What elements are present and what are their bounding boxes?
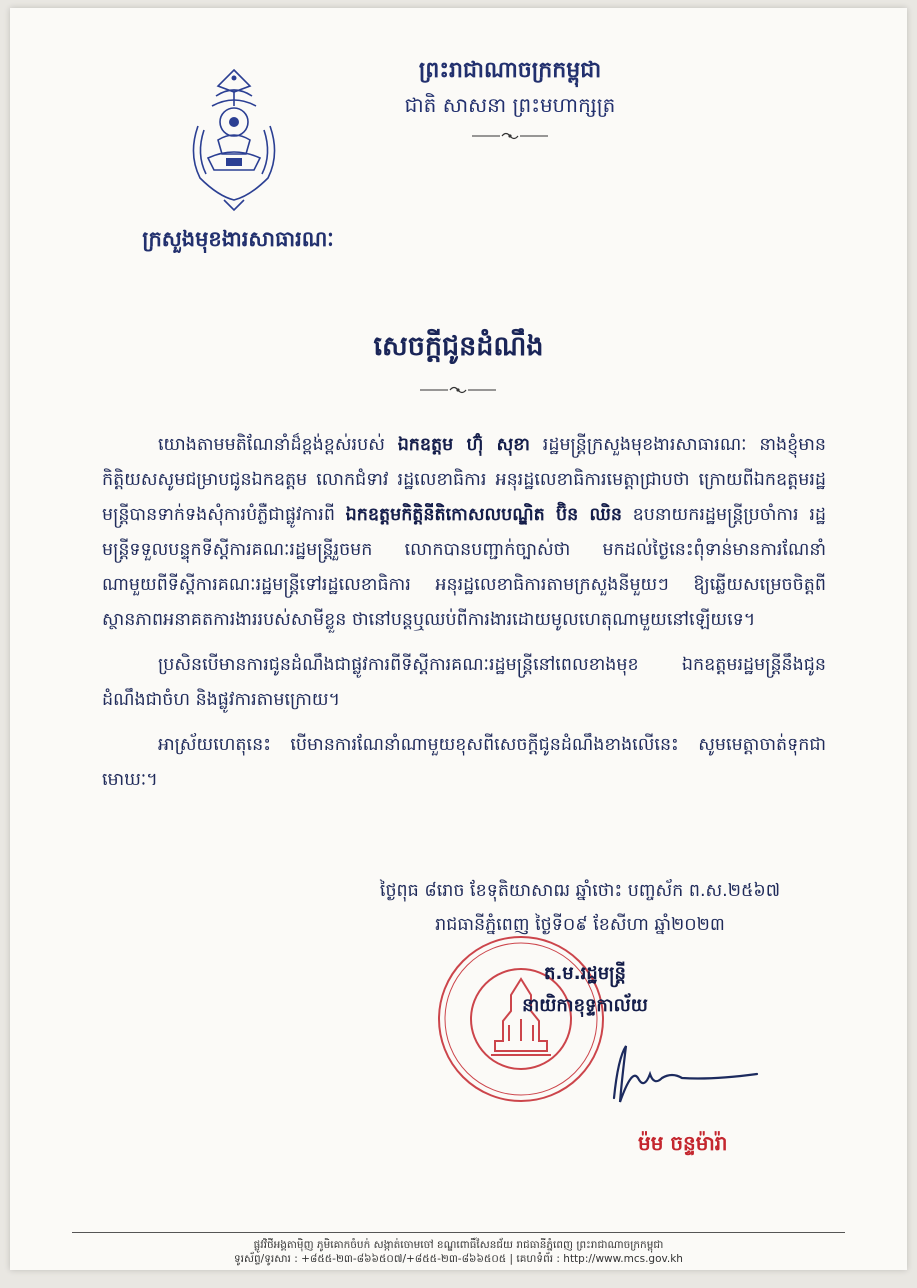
footer-address: ផ្លូវវិថីអង្គតាម៉ិញ ភូមិគោកចំបក់ សង្កាត់ចោមចៅ ខណ្ឌពោធិ៍សែនជ័យ រាជធានីភ្នំពេញ ព្រះរាជាណាចក្រកម្ពុជា — [253, 1239, 664, 1251]
footer-divider — [72, 1232, 845, 1233]
document-body — [102, 428, 826, 808]
minister-name: ឯកឧត្តម ហ៊ុំ សុខា — [397, 435, 530, 455]
deputy-pm-name: ឯកឧត្តមកិត្តិនីតិកោសលបណ្ឌិត ប៊ិន ឈិន — [345, 505, 622, 525]
kingdom-name: ព្រះរាជាណាចក្រកម្ពុជា — [418, 58, 602, 83]
paragraph-1-text-b: រដ្ឋមន្ត្រីក្រសួងមុខងារសាធារណៈ នាងខ្ញុំមានកិត្តិយសសូមជម្រាបជូនឯកឧត្តម លោកជំទាវ រដ្ឋលេខាធិការ អនុរដ្ឋលេខាធិការមេត្តាជ្រាបថា ក្រោយពីឯកឧត្តមរដ្ឋមន្ត្រីបានទាក់ទងសុំការបំភ្លឺជាផ្លូវការពី — [102, 435, 827, 525]
paragraph-1-text-a: យោងតាមមតិណែនាំដ៏ខ្ពង់ខ្ពស់របស់ — [158, 435, 398, 455]
ministry-emblem-icon — [178, 66, 290, 216]
signer-family-name: ម៉ម — [638, 1131, 664, 1155]
on-behalf-label: ត.ម.រដ្ឋមន្ត្រី — [544, 963, 626, 984]
header-ornament-icon — [470, 130, 550, 142]
lunar-date: ថ្ងៃពុធ ៨រោច ខែទុតិយាសាឍ ឆ្នាំថោះ បញ្ចស័ក ព.ស.២៥៦៧ — [379, 881, 781, 901]
signer-name — [638, 1130, 798, 1160]
signature-title — [465, 958, 705, 1022]
paragraph-2: ប្រសិនបើមានការជូនដំណឹងជាផ្លូវការពីទីស្តីការគណៈរដ្ឋមន្ត្រីនៅពេលខាងមុខ ឯកឧត្តមរដ្ឋមន្ត្រីនឹងជូនដំណឹងជាចំហ និងផ្លូវការតាមក្រោយ។ — [102, 655, 826, 710]
document-page — [10, 8, 907, 1270]
signer-position: នាយិកាខុទ្ទកាល័យ — [522, 995, 648, 1016]
date-block — [370, 874, 790, 942]
title-ornament-icon — [418, 384, 498, 396]
footer-contact: ទូរស័ព្ទ/ទូរសារ : +៨៥៥-២៣-៨៦៦៥០៧/+៨៥៥-២៣-៨៦៦៥០៥ | គេហទំព័រ : http://www.mcs.gov.kh — [234, 1253, 683, 1265]
paragraph-1 — [102, 428, 826, 638]
document-title: សេចក្តីជូនដំណឹង — [373, 331, 544, 362]
footer — [10, 1238, 907, 1266]
paragraph-3: អាស្រ័យហេតុនេះ បើមានការណែនាំណាមួយខុសពីសេចក្តីជូនដំណឹងខាងលើនេះ សូមមេត្តាចាត់ទុកជាមោឃៈ។ — [102, 735, 826, 790]
ministry-name: ក្រសួងមុខងារសាធារណៈ — [142, 227, 334, 251]
signer-given-name: ចន្ទម៉ារ៉ា — [670, 1131, 728, 1155]
handwritten-signature-icon — [592, 1038, 762, 1110]
paragraph-1-text-c: ឧបនាយករដ្ឋមន្ត្រីប្រចាំការ រដ្ឋមន្ត្រីទទួលបន្ទុកទីស្តីការគណៈរដ្ឋមន្ត្រីរួចមក លោកបានបញ្ជាក់ច្បាស់ថា មកដល់ថ្ងៃនេះពុំទាន់មានការណែនាំណាមួយពីទីស្តីការគណៈរដ្ឋមន្ត្រីទៅរដ្ឋលេខាធិការ អនុរដ្ឋលេខាធិការតាមក្រសួងនីមួយៗ ឱ្យឆ្លើយសម្រេចចិត្តពីស្ថានភាពអនាគតការងាររបស់សាមីខ្លួន ថានៅបន្តឬឈប់ពីការងារដោយមូលហេតុណាមួយនៅឡើយទេ។ — [102, 505, 826, 630]
solar-date: រាជធានីភ្នំពេញ ថ្ងៃទី០៩ ខែសីហា ឆ្នាំ២០២៣ — [435, 915, 725, 935]
national-motto: ជាតិ សាសនា ព្រះមហាក្សត្រ — [404, 93, 616, 117]
kingdom-header — [360, 56, 660, 142]
